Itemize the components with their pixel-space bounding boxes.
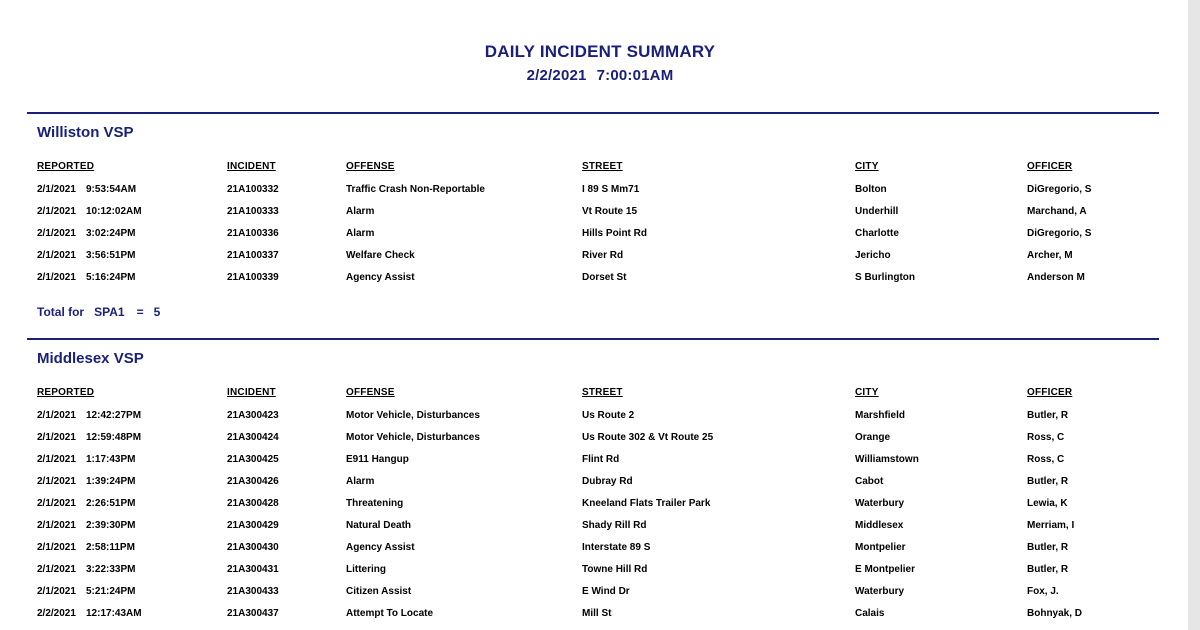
cell-officer: Fox, J. — [1027, 586, 1059, 597]
cell-incident: 21A100333 — [227, 206, 279, 217]
cell-date: 2/2/2021 — [37, 608, 76, 619]
cell-date: 2/1/2021 — [37, 564, 76, 575]
cell-date: 2/1/2021 — [37, 272, 76, 283]
page-edge — [1188, 0, 1200, 630]
cell-time: 12:59:48PM — [86, 432, 142, 443]
section-title: Williston VSP — [37, 124, 134, 141]
column-header-city: CITY — [855, 161, 879, 172]
cell-incident: 21A100332 — [227, 184, 279, 195]
cell-offense: Attempt To Locate — [346, 608, 434, 619]
cell-reported — [37, 432, 141, 443]
cell-street: Us Route 2 — [582, 410, 635, 421]
cell-reported — [37, 410, 141, 421]
report-title: DAILY INCIDENT SUMMARY — [484, 42, 716, 61]
column-header-street: STREET — [582, 161, 623, 172]
cell-time: 9:53:54AM — [86, 184, 137, 195]
cell-city: Waterbury — [855, 586, 905, 597]
cell-offense: Traffic Crash Non-Reportable — [346, 184, 485, 195]
cell-city: Underhill — [855, 206, 899, 217]
cell-street: Vt Route 15 — [582, 206, 638, 217]
cell-offense: Littering — [346, 564, 386, 575]
cell-street: Towne Hill Rd — [582, 564, 648, 575]
cell-officer: Lewia, K — [1027, 498, 1068, 509]
cell-date: 2/1/2021 — [37, 542, 76, 553]
cell-offense: Alarm — [346, 228, 375, 239]
cell-city: Orange — [855, 432, 891, 443]
total-equals: = — [136, 305, 144, 319]
cell-street: Shady Rill Rd — [582, 520, 647, 531]
cell-officer: Butler, R — [1027, 476, 1069, 487]
cell-incident: 21A300429 — [227, 520, 279, 531]
cell-incident: 21A100339 — [227, 272, 279, 283]
cell-reported — [37, 454, 135, 465]
cell-reported — [37, 564, 135, 575]
cell-offense: E911 Hangup — [346, 454, 409, 465]
cell-officer: Ross, C — [1027, 454, 1065, 465]
cell-incident: 21A300437 — [227, 608, 279, 619]
column-header-city: CITY — [855, 387, 879, 398]
cell-street: Flint Rd — [582, 454, 620, 465]
section-total — [37, 305, 170, 319]
cell-offense: Agency Assist — [346, 272, 415, 283]
cell-city: Charlotte — [855, 228, 899, 239]
cell-date: 2/1/2021 — [37, 410, 76, 421]
cell-city: Jericho — [855, 250, 891, 261]
cell-time: 3:02:24PM — [86, 228, 136, 239]
cell-date: 2/1/2021 — [37, 520, 76, 531]
cell-officer: Anderson M — [1027, 272, 1085, 283]
cell-city: Waterbury — [855, 498, 905, 509]
cell-reported — [37, 586, 135, 597]
cell-reported — [37, 608, 142, 619]
cell-time: 3:56:51PM — [86, 250, 136, 261]
cell-city: S Burlington — [855, 272, 915, 283]
cell-city: Bolton — [855, 184, 887, 195]
cell-time: 2:39:30PM — [86, 520, 136, 531]
cell-date: 2/1/2021 — [37, 454, 76, 465]
cell-time: 5:16:24PM — [86, 272, 136, 283]
cell-officer: DiGregorio, S — [1027, 184, 1092, 195]
cell-incident: 21A100337 — [227, 250, 279, 261]
cell-offense: Threatening — [346, 498, 404, 509]
cell-reported — [37, 272, 135, 283]
cell-officer: Butler, R — [1027, 410, 1069, 421]
cell-officer: DiGregorio, S — [1027, 228, 1092, 239]
cell-offense: Agency Assist — [346, 542, 415, 553]
column-header-officer: OFFICER — [1027, 161, 1073, 172]
cell-reported — [37, 476, 135, 487]
cell-offense: Natural Death — [346, 520, 412, 531]
cell-street: I 89 S Mm71 — [582, 184, 640, 195]
cell-time: 5:21:24PM — [86, 586, 136, 597]
cell-officer: Ross, C — [1027, 432, 1065, 443]
cell-officer: Butler, R — [1027, 564, 1069, 575]
cell-time: 10:12:02AM — [86, 206, 142, 217]
cell-offense: Motor Vehicle, Disturbances — [346, 410, 480, 421]
cell-date: 2/1/2021 — [37, 184, 76, 195]
cell-offense: Citizen Assist — [346, 586, 412, 597]
column-header-reported: REPORTED — [37, 161, 95, 172]
cell-date: 2/1/2021 — [37, 432, 76, 443]
cell-time: 3:22:33PM — [86, 564, 136, 575]
total-count: 5 — [153, 305, 161, 319]
cell-street: River Rd — [582, 250, 624, 261]
cell-city: Calais — [855, 608, 885, 619]
cell-date: 2/1/2021 — [37, 250, 76, 261]
cell-street: Dubray Rd — [582, 476, 633, 487]
cell-date: 2/1/2021 — [37, 206, 76, 217]
cell-date: 2/1/2021 — [37, 228, 76, 239]
cell-officer: Butler, R — [1027, 542, 1069, 553]
cell-reported — [37, 542, 135, 553]
cell-reported — [37, 184, 136, 195]
cell-reported — [37, 228, 135, 239]
cell-date: 2/1/2021 — [37, 476, 76, 487]
cell-incident: 21A300431 — [227, 564, 279, 575]
section-divider — [27, 112, 1159, 114]
report-datetime — [0, 67, 1200, 84]
cell-incident: 21A300433 — [227, 586, 279, 597]
cell-street: Dorset St — [582, 272, 627, 283]
cell-offense: Alarm — [346, 206, 375, 217]
cell-officer: Marchand, A — [1027, 206, 1087, 217]
cell-offense: Motor Vehicle, Disturbances — [346, 432, 480, 443]
cell-city: E Montpelier — [855, 564, 916, 575]
cell-officer: Archer, M — [1027, 250, 1073, 261]
cell-street: Kneeland Flats Trailer Park — [582, 498, 711, 509]
cell-reported — [37, 250, 135, 261]
cell-time: 12:42:27PM — [86, 410, 142, 421]
column-header-officer: OFFICER — [1027, 387, 1073, 398]
cell-time: 12:17:43AM — [86, 608, 142, 619]
cell-date: 2/1/2021 — [37, 498, 76, 509]
cell-incident: 21A300423 — [227, 410, 279, 421]
cell-date: 2/1/2021 — [37, 586, 76, 597]
cell-reported — [37, 206, 142, 217]
column-header-offense: OFFENSE — [346, 161, 395, 172]
section-title: Middlesex VSP — [37, 350, 144, 367]
cell-incident: 21A300424 — [227, 432, 279, 443]
cell-incident: 21A300425 — [227, 454, 279, 465]
cell-incident: 21A300430 — [227, 542, 279, 553]
cell-city: Montpelier — [855, 542, 906, 553]
cell-offense: Alarm — [346, 476, 375, 487]
cell-officer: Merriam, I — [1027, 520, 1075, 531]
cell-city: Williamstown — [855, 454, 919, 465]
cell-street: E Wind Dr — [582, 586, 630, 597]
column-header-incident: INCIDENT — [227, 387, 276, 398]
total-code: SPA1 — [94, 305, 125, 319]
cell-incident: 21A100336 — [227, 228, 279, 239]
cell-time: 2:26:51PM — [86, 498, 136, 509]
report-date: 2/2/2021 — [526, 67, 587, 84]
total-label: Total for — [37, 305, 85, 319]
column-header-incident: INCIDENT — [227, 161, 276, 172]
cell-offense: Welfare Check — [346, 250, 415, 261]
column-header-offense: OFFENSE — [346, 387, 395, 398]
cell-city: Marshfield — [855, 410, 906, 421]
section-divider — [27, 338, 1159, 340]
cell-street: Mill St — [582, 608, 612, 619]
cell-time: 2:58:11PM — [86, 542, 135, 553]
report-time: 7:00:01AM — [596, 67, 674, 84]
cell-reported — [37, 498, 135, 509]
cell-time: 1:17:43PM — [86, 454, 136, 465]
cell-reported — [37, 520, 135, 531]
cell-incident: 21A300428 — [227, 498, 279, 509]
cell-time: 1:39:24PM — [86, 476, 136, 487]
cell-incident: 21A300426 — [227, 476, 279, 487]
cell-street: Hills Point Rd — [582, 228, 647, 239]
cell-officer: Bohnyak, D — [1027, 608, 1083, 619]
column-header-reported: REPORTED — [37, 387, 95, 398]
cell-street: Interstate 89 S — [582, 542, 651, 553]
cell-city: Middlesex — [855, 520, 904, 531]
column-header-street: STREET — [582, 387, 623, 398]
cell-city: Cabot — [855, 476, 884, 487]
cell-street: Us Route 302 & Vt Route 25 — [582, 432, 714, 443]
